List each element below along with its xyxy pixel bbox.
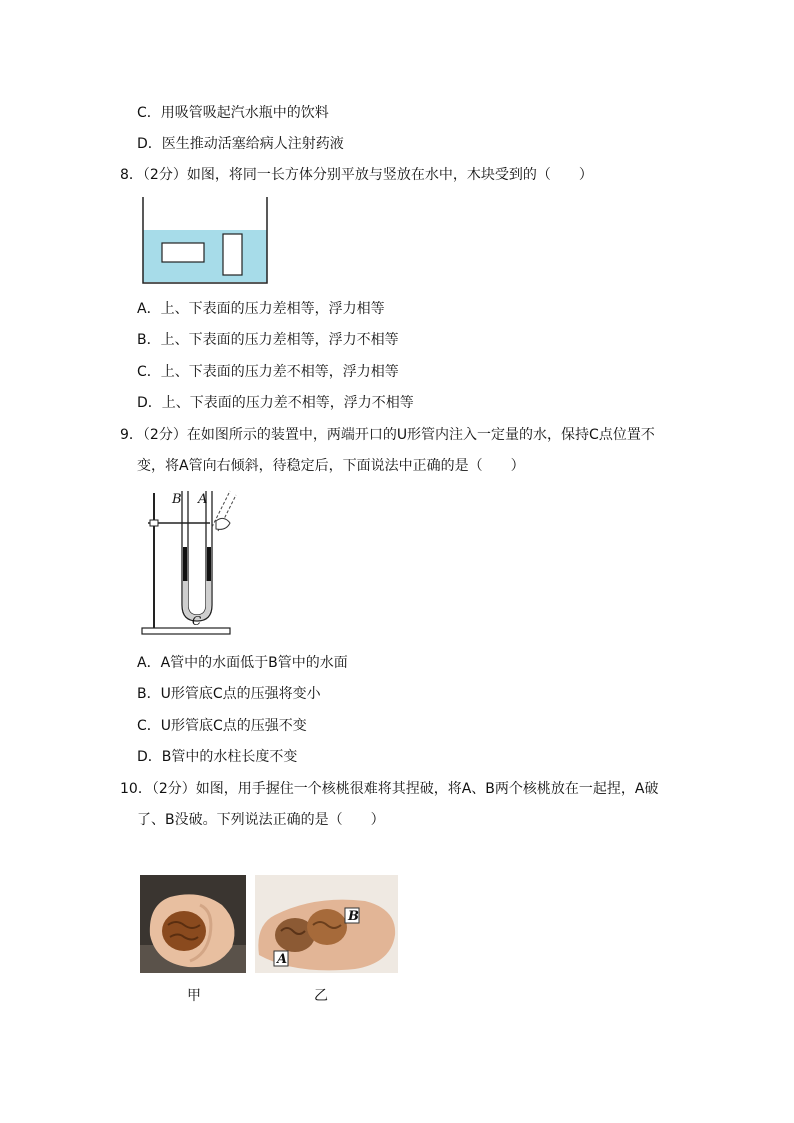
photo-label-a: A [277, 952, 288, 967]
water-column-b [183, 547, 187, 581]
q9-option-a: A．A管中的水面低于B管中的水面 [137, 655, 348, 671]
hand-icon [216, 518, 230, 529]
q9-stem-line1: 9．（2分）在如图所示的装置中，两端开口的U形管内注入一定量的水，保持C点位置不 [120, 427, 655, 443]
walnut-b-icon [307, 909, 347, 945]
label-a: A [198, 492, 208, 507]
q8-option-b: B．上、下表面的压力差相等，浮力不相等 [137, 332, 399, 348]
horizontal-block [162, 243, 204, 262]
caption-yi: 乙 [314, 988, 328, 1004]
q10-photo-yi [255, 875, 398, 973]
stand-base [142, 628, 230, 634]
water-column-a [207, 547, 211, 581]
q8-option-a: A．上、下表面的压力差相等，浮力相等 [137, 301, 385, 317]
u-tube-inner [188, 491, 206, 615]
photo-label-b: B [348, 909, 359, 924]
q8-figure-water-tank [140, 197, 270, 285]
q10-photo-jia [140, 875, 246, 973]
q8-stem: 8．（2分）如图，将同一长方体分别平放与竖放在水中，木块受到的（ ） [120, 167, 593, 183]
q9-figure-u-tube [140, 487, 240, 639]
q7-option-c: C．用吸管吸起汽水瓶中的饮料 [137, 105, 329, 121]
q8-option-c: C．上、下表面的压力差不相等，浮力相等 [137, 364, 399, 380]
q10-stem-line2: 了、B没破。下列说法正确的是（ ） [137, 812, 385, 828]
q7-option-d: D．医生推动活塞给病人注射药液 [137, 136, 344, 152]
q9-option-b: B．U形管底C点的压强将变小 [137, 686, 321, 702]
q8-option-d: D．上、下表面的压力差不相等，浮力不相等 [137, 395, 414, 411]
q10-stem-line1: 10．（2分）如图，用手握住一个核桃很难将其捏破，将A、B两个核桃放在一起捏，A破 [120, 781, 659, 797]
vertical-block [223, 234, 242, 275]
q9-option-d: D．B管中的水柱长度不变 [137, 749, 298, 765]
walnut-icon [162, 911, 206, 951]
label-c: C [192, 614, 202, 628]
label-b: B [172, 492, 182, 507]
q9-stem-line2: 变，将A管向右倾斜，待稳定后，下面说法中正确的是（ ） [137, 458, 525, 474]
clamp-knob [150, 520, 158, 526]
caption-jia: 甲 [187, 988, 201, 1004]
q9-option-c: C．U形管底C点的压强不变 [137, 718, 307, 734]
